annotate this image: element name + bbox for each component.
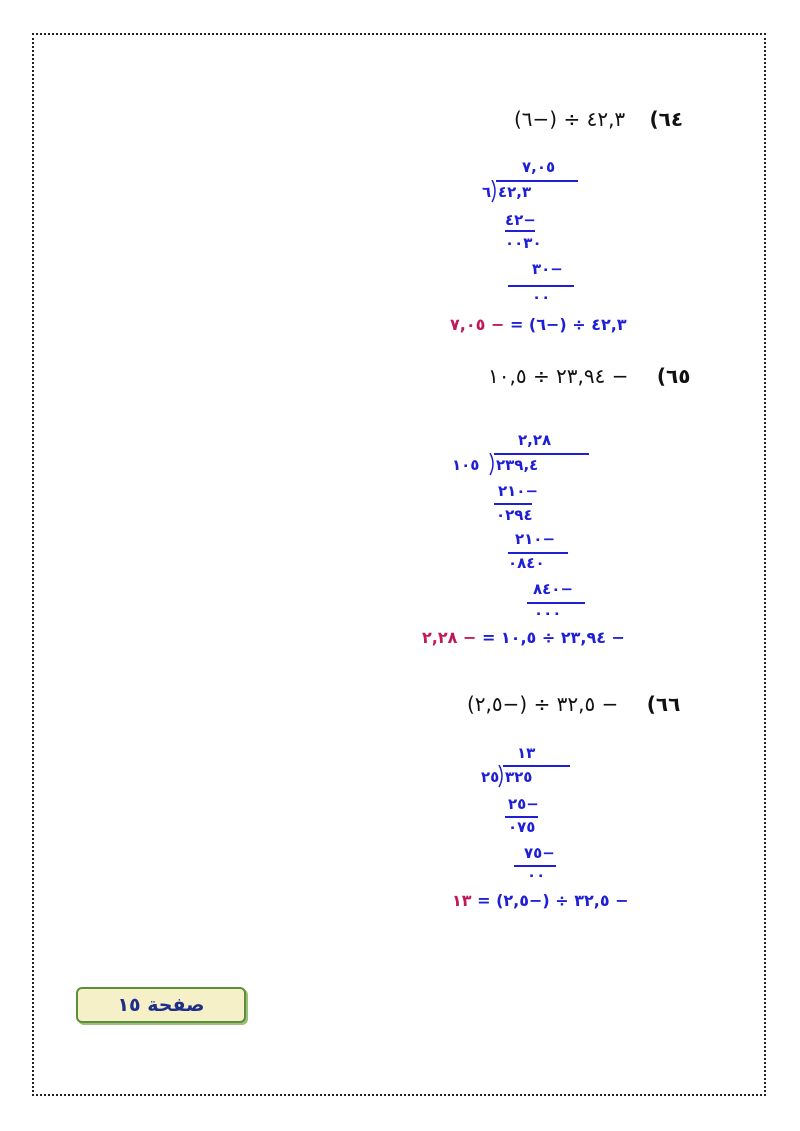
problem-66-answer: ١٣ [452, 891, 472, 910]
problem-64-division-bar [496, 180, 578, 182]
problem-65-result [422, 628, 625, 647]
problem-64-question [514, 107, 683, 131]
problem-66-division-bar [503, 765, 570, 767]
problem-64-answer: ٧,٠٥ − [450, 315, 505, 334]
problem-66-dividend: ٣٢٥ [505, 768, 533, 786]
page-border [32, 33, 766, 1096]
problem-64-step-2: ٠٠٣٠ [505, 234, 542, 252]
problem-65-answer: ٢,٢٨ − [422, 628, 477, 647]
problem-65-dividend: ٢٣٩,٤ [496, 456, 539, 474]
problem-65-step-4: ٠٨٤٠ [508, 554, 545, 572]
page-number-badge [76, 987, 246, 1023]
problem-65-question [488, 364, 690, 388]
problem-64-dividend: ٤٢,٣ [498, 183, 532, 201]
problem-66-step-2: ٠٧٥ [508, 818, 536, 836]
problem-65-division-bar [494, 453, 589, 455]
problem-64-answer-expression: = (٦−) ÷ ٤٢,٣ [509, 315, 627, 334]
problem-64-step-1: ٤٢− [505, 211, 536, 229]
problem-64-number: (٦٤ [649, 107, 684, 131]
problem-64-result [450, 315, 627, 334]
page-number-label: صفحة ١٥ [117, 994, 205, 1016]
problem-66-step-1: ٢٥− [508, 795, 539, 813]
problem-66-result [452, 891, 629, 910]
problem-64-step-4: ٠٠ [532, 288, 551, 306]
problem-64-step-line-1 [505, 230, 535, 232]
problem-65-expression: ١٠,٥ ÷ ٢٣,٩٤ − [488, 364, 629, 388]
problem-65-step-line-1 [494, 503, 532, 505]
problem-66-step-3: ٧٥− [524, 844, 555, 862]
problem-65-divisor: ١٠٥ [452, 456, 480, 474]
problem-65-quotient: ٢,٢٨ [518, 431, 552, 449]
problem-64-step-3: ٣٠− [532, 260, 563, 278]
problem-65-step-3: ٢١٠− [515, 530, 556, 548]
problem-64-divisor: ٦ [482, 183, 492, 201]
problem-65-step-2: ٠٢٩٤ [496, 506, 533, 524]
problem-66-question [467, 692, 680, 716]
problem-64-expression: (٦−) ÷ ٤٢,٣ [514, 107, 626, 131]
problem-66-number: (٦٦ [646, 692, 681, 716]
problem-66-expression: (٢,٥−) ÷ ٣٢,٥ − [467, 692, 619, 716]
problem-64-quotient: ٧,٠٥ [522, 158, 556, 176]
problem-65-step-1: ٢١٠− [498, 482, 539, 500]
problem-65-step-6: ٠٠٠ [534, 604, 562, 622]
problem-64-step-line-2 [508, 285, 574, 287]
problem-65-answer-expression: = ١٠,٥ ÷ ٢٣,٩٤ − [481, 628, 625, 647]
problem-65-number: (٦٥ [656, 364, 691, 388]
problem-66-answer-expression: = (٢,٥−) ÷ ٣٢,٥ − [477, 891, 629, 910]
problem-66-divisor: ٢٥ [481, 768, 500, 786]
problem-66-quotient: ١٣ [517, 744, 536, 762]
problem-65-step-5: ٨٤٠− [533, 580, 574, 598]
problem-66-step-4: ٠٠ [527, 866, 546, 884]
